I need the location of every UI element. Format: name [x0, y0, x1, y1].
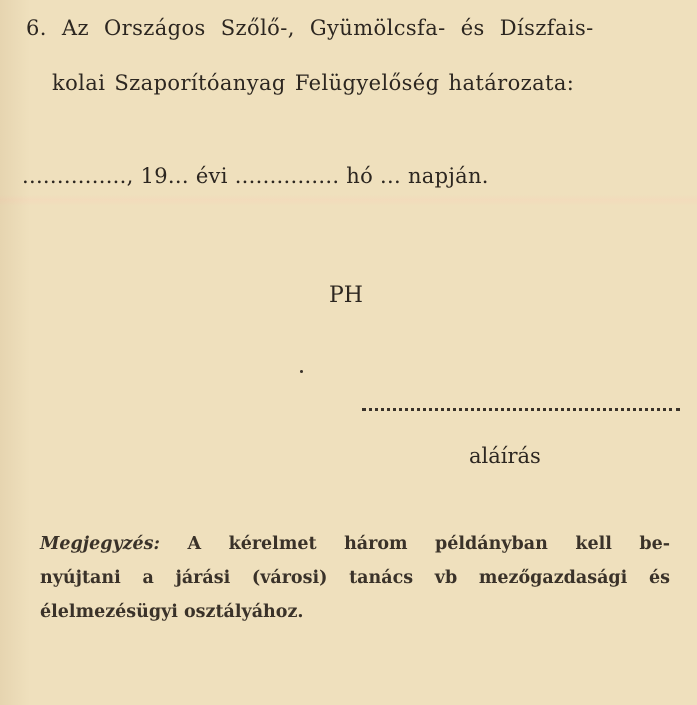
note-line2: nyújtani a járási (városi) tanács vb mezőgazdasági és [40, 568, 670, 588]
note-label: Megjegyzés: [40, 534, 160, 554]
note-line1-text: A kérelmet három példányban kell be- [187, 534, 670, 554]
signature-line [362, 408, 680, 411]
date-line [22, 164, 489, 188]
signature-label: aláírás [469, 444, 541, 468]
note-line1 [40, 527, 670, 561]
section-heading-line1: 6. Az Országos Szőlő-, Gyümölcsfa- és Díszfais- [26, 16, 594, 40]
note-block [40, 527, 670, 629]
date-line-text: , 19... évi ............... hó ... napján. [126, 164, 489, 188]
stamp-placeholder: PH [329, 283, 363, 308]
date-place-dots: ............... [22, 164, 127, 188]
note-line3: élelmezésügyi osztályához. [40, 602, 304, 622]
section-heading-line2: kolai Szaporítóanyag Felügyelőség határozata: [52, 71, 575, 95]
speck-mark [300, 370, 303, 373]
